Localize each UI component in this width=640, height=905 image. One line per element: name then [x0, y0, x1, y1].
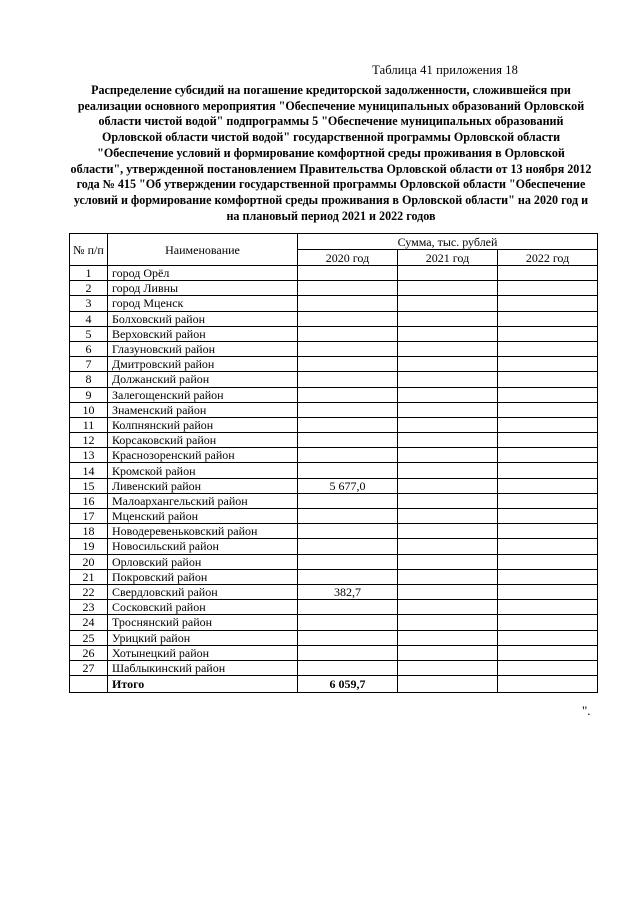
row-num: 27 — [70, 660, 108, 675]
row-value-2022 — [498, 402, 598, 417]
row-num: 18 — [70, 524, 108, 539]
row-name: Новодеревеньковский район — [108, 524, 298, 539]
row-num: 26 — [70, 645, 108, 660]
row-value-2020: 382,7 — [298, 584, 398, 599]
table-row — [70, 326, 598, 341]
row-num: 7 — [70, 357, 108, 372]
row-name: Свердловский район — [108, 584, 298, 599]
row-value-2022 — [498, 417, 598, 432]
total-value-2022 — [498, 676, 598, 693]
document-title: Распределение субсидий на погашение кредиторской задолженности, сложившейся при реализации основного мероприятия "Обеспечение муниципальных образований Орловской области чистой водой" подпрограммы 5 "Обеспечение муниципальных образований Орловской области чистой водой" государственной программы Орловской области "Обеспечение условий и формирование комфортной среды проживания в Орловской области", утвержденной постановлением Правительства Орловской области от 13 ноября 2012 года № 415 "Об утверждении государственной программы Орловской области "Обеспечение условий и формирование комфортной среды проживания в Орловской области" на 2020 год и на плановый период 2021 и 2022 годов — [70, 83, 592, 223]
row-value-2021 — [398, 433, 498, 448]
row-value-2021 — [398, 417, 498, 432]
row-value-2022 — [498, 509, 598, 524]
table-row — [70, 615, 598, 630]
row-value-2021 — [398, 600, 498, 615]
row-value-2020 — [298, 645, 398, 660]
row-value-2020 — [298, 341, 398, 356]
row-value-2022 — [498, 463, 598, 478]
row-name: Малоархангельский район — [108, 493, 298, 508]
row-value-2021 — [398, 509, 498, 524]
table-row — [70, 433, 598, 448]
subsidy-table — [69, 233, 598, 693]
table-row — [70, 341, 598, 356]
row-value-2020 — [298, 569, 398, 584]
table-row — [70, 645, 598, 660]
row-name: Кромской район — [108, 463, 298, 478]
row-value-2020 — [298, 266, 398, 281]
row-value-2022 — [498, 433, 598, 448]
row-value-2021 — [398, 311, 498, 326]
row-num: 11 — [70, 417, 108, 432]
row-value-2020 — [298, 448, 398, 463]
row-name: Краснозоренский район — [108, 448, 298, 463]
row-value-2021 — [398, 326, 498, 341]
row-value-2021 — [398, 448, 498, 463]
table-row — [70, 660, 598, 675]
row-num: 14 — [70, 463, 108, 478]
header-num: № п/п — [70, 234, 108, 266]
row-name: Корсаковский район — [108, 433, 298, 448]
row-num: 6 — [70, 341, 108, 356]
table-row — [70, 463, 598, 478]
row-num: 21 — [70, 569, 108, 584]
row-value-2022 — [498, 357, 598, 372]
row-num: 9 — [70, 387, 108, 402]
table-row — [70, 493, 598, 508]
table-row — [70, 478, 598, 493]
row-value-2020 — [298, 463, 398, 478]
row-value-2021 — [398, 615, 498, 630]
row-value-2021 — [398, 387, 498, 402]
row-name: город Мценск — [108, 296, 298, 311]
row-value-2020 — [298, 554, 398, 569]
table-row — [70, 296, 598, 311]
row-value-2021 — [398, 493, 498, 508]
table-row — [70, 524, 598, 539]
row-value-2020 — [298, 630, 398, 645]
row-name: Ливенский район — [108, 478, 298, 493]
row-name: Сосковский район — [108, 600, 298, 615]
row-value-2022 — [498, 539, 598, 554]
row-value-2021 — [398, 554, 498, 569]
row-value-2022 — [498, 478, 598, 493]
row-value-2020 — [298, 433, 398, 448]
row-name: Шаблыкинский район — [108, 660, 298, 675]
table-row — [70, 387, 598, 402]
row-num: 23 — [70, 600, 108, 615]
row-value-2020 — [298, 615, 398, 630]
row-value-2022 — [498, 281, 598, 296]
row-value-2021 — [398, 341, 498, 356]
row-value-2022 — [498, 448, 598, 463]
table-row — [70, 281, 598, 296]
table-row — [70, 584, 598, 599]
table-row — [70, 509, 598, 524]
table-row — [70, 266, 598, 281]
row-value-2021 — [398, 660, 498, 675]
table-header-row — [70, 234, 598, 250]
row-name: Должанский район — [108, 372, 298, 387]
row-value-2022 — [498, 372, 598, 387]
row-num: 16 — [70, 493, 108, 508]
row-name: Болховский район — [108, 311, 298, 326]
row-value-2020 — [298, 387, 398, 402]
row-value-2022 — [498, 554, 598, 569]
row-num: 3 — [70, 296, 108, 311]
row-name: Орловский район — [108, 554, 298, 569]
row-num: 24 — [70, 615, 108, 630]
row-value-2021 — [398, 372, 498, 387]
table-row — [70, 569, 598, 584]
row-num: 20 — [70, 554, 108, 569]
row-value-2020 — [298, 281, 398, 296]
row-name: Дмитровский район — [108, 357, 298, 372]
row-value-2022 — [498, 584, 598, 599]
row-value-2020 — [298, 357, 398, 372]
row-name: город Ливны — [108, 281, 298, 296]
row-value-2022 — [498, 660, 598, 675]
row-value-2022 — [498, 600, 598, 615]
row-num: 22 — [70, 584, 108, 599]
row-value-2020 — [298, 326, 398, 341]
row-value-2022 — [498, 615, 598, 630]
row-value-2020 — [298, 539, 398, 554]
table-row — [70, 402, 598, 417]
row-value-2020 — [298, 372, 398, 387]
row-value-2022 — [498, 341, 598, 356]
row-num: 17 — [70, 509, 108, 524]
table-row — [70, 600, 598, 615]
row-value-2021 — [398, 584, 498, 599]
row-num: 5 — [70, 326, 108, 341]
row-name: Покровский район — [108, 569, 298, 584]
row-value-2020 — [298, 311, 398, 326]
row-value-2021 — [398, 478, 498, 493]
row-value-2021 — [398, 402, 498, 417]
row-value-2022 — [498, 630, 598, 645]
row-value-2020 — [298, 493, 398, 508]
row-value-2020 — [298, 402, 398, 417]
header-year-2022: 2022 год — [498, 250, 598, 266]
row-value-2021 — [398, 645, 498, 660]
row-num: 15 — [70, 478, 108, 493]
row-num: 4 — [70, 311, 108, 326]
row-name: Мценский район — [108, 509, 298, 524]
table-total-row — [70, 676, 598, 693]
row-value-2021 — [398, 569, 498, 584]
total-num — [70, 676, 108, 693]
row-value-2021 — [398, 463, 498, 478]
total-name: Итого — [108, 676, 298, 693]
header-sum: Сумма, тыс. рублей — [298, 234, 598, 250]
row-name: город Орёл — [108, 266, 298, 281]
total-value-2020: 6 059,7 — [298, 676, 398, 693]
row-num: 8 — [70, 372, 108, 387]
row-name: Знаменский район — [108, 402, 298, 417]
row-name: Урицкий район — [108, 630, 298, 645]
row-value-2020: 5 677,0 — [298, 478, 398, 493]
header-year-2021: 2021 год — [398, 250, 498, 266]
table-caption: Таблица 41 приложения 18 — [372, 63, 518, 77]
table-row — [70, 357, 598, 372]
row-value-2021 — [398, 524, 498, 539]
row-value-2022 — [498, 493, 598, 508]
row-value-2020 — [298, 417, 398, 432]
row-num: 1 — [70, 266, 108, 281]
row-value-2021 — [398, 357, 498, 372]
table-row — [70, 417, 598, 432]
row-name: Троснянский район — [108, 615, 298, 630]
row-value-2022 — [498, 266, 598, 281]
row-value-2022 — [498, 296, 598, 311]
header-name: Наименование — [108, 234, 298, 266]
table-row — [70, 554, 598, 569]
row-value-2021 — [398, 539, 498, 554]
row-value-2022 — [498, 645, 598, 660]
header-year-2020: 2020 год — [298, 250, 398, 266]
row-value-2022 — [498, 524, 598, 539]
row-name: Новосильский район — [108, 539, 298, 554]
row-num: 10 — [70, 402, 108, 417]
table-row — [70, 311, 598, 326]
total-value-2021 — [398, 676, 498, 693]
row-num: 13 — [70, 448, 108, 463]
row-value-2022 — [498, 311, 598, 326]
row-value-2020 — [298, 660, 398, 675]
row-num: 2 — [70, 281, 108, 296]
table-row — [70, 448, 598, 463]
row-value-2020 — [298, 600, 398, 615]
row-num: 12 — [70, 433, 108, 448]
row-name: Хотынецкий район — [108, 645, 298, 660]
row-value-2022 — [498, 326, 598, 341]
table-row — [70, 372, 598, 387]
row-value-2022 — [498, 569, 598, 584]
row-value-2021 — [398, 630, 498, 645]
row-value-2020 — [298, 296, 398, 311]
row-num: 19 — [70, 539, 108, 554]
row-name: Залегощенский район — [108, 387, 298, 402]
table-row — [70, 539, 598, 554]
row-name: Глазуновский район — [108, 341, 298, 356]
row-value-2021 — [398, 296, 498, 311]
row-value-2021 — [398, 281, 498, 296]
row-value-2020 — [298, 509, 398, 524]
table-row — [70, 630, 598, 645]
row-name: Верховский район — [108, 326, 298, 341]
row-value-2022 — [498, 387, 598, 402]
row-value-2021 — [398, 266, 498, 281]
closing-mark: ". — [582, 703, 591, 718]
row-name: Колпнянский район — [108, 417, 298, 432]
row-value-2020 — [298, 524, 398, 539]
row-num: 25 — [70, 630, 108, 645]
